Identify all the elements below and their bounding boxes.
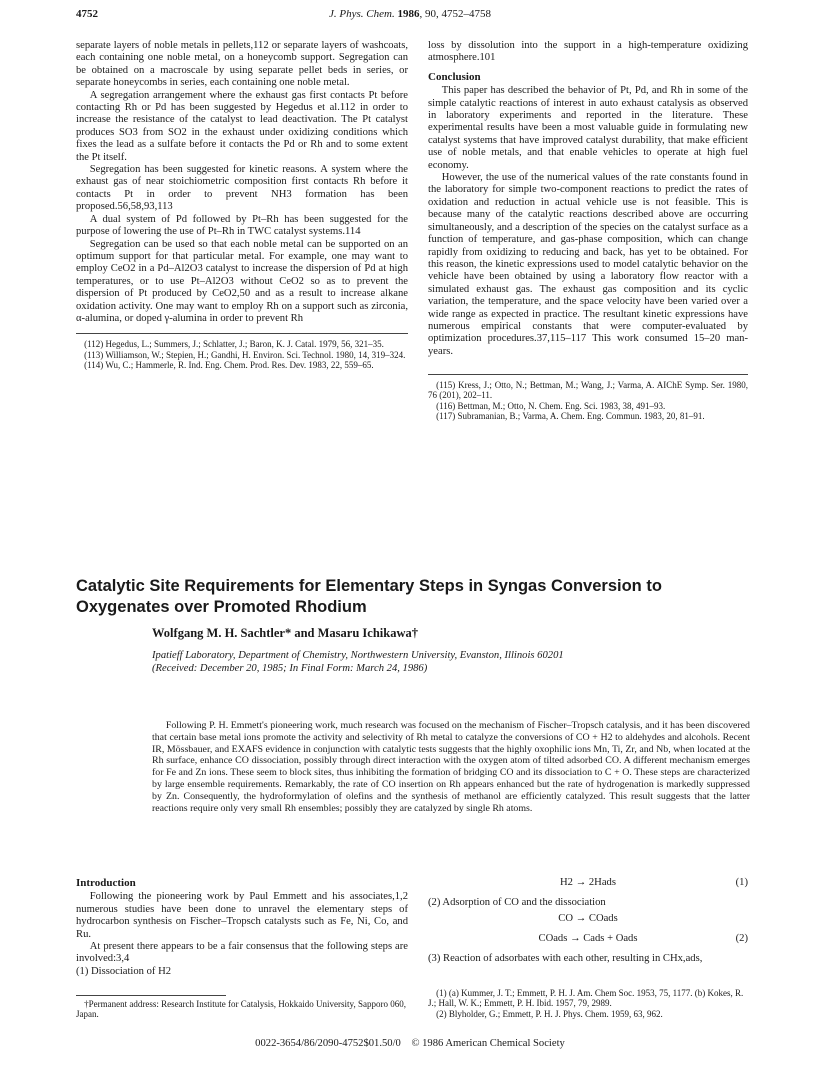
journal-citation: , 90, 4752–4758 (419, 8, 491, 20)
left-reference-rule (76, 333, 408, 334)
author-footnote (76, 999, 408, 1020)
intro-references (428, 988, 748, 1019)
affiliation-text: Ipatieff Laboratory, Department of Chemistry, Northwestern University, Evanston, Illinois 60201 (152, 650, 564, 661)
equation-2b (428, 933, 748, 947)
reference-112: (112) Hegedus, L.; Summers, J.; Schlatter, J.; Baron, K. J. Catal. 1979, 56, 321–35. (84, 339, 384, 350)
left-paragraph-3: Segregation has been suggested for kinetic reasons. A system where the exhaust gas of near stoichiometric composition first contacts Rh before it contacts Pt in order to prevent NH3 formation has been proposed.56,58,93,113 (76, 164, 408, 213)
equation-2-number: (2) (735, 933, 748, 945)
left-paragraph-4: A dual system of Pd followed by Pt–Rh has been suggested for the purpose of lowering the use of Pt–Rh in TWC catalyst systems.114 (76, 213, 408, 238)
reference-117: (117) Subramanian, B.; Varma, A. Chem. Eng. Commun. 1983, 20, 81–91. (436, 411, 705, 422)
received-dates: (Received: December 20, 1985; In Final Form: March 24, 1986) (152, 662, 428, 674)
equation-2b-formula: COads → Cads + Oads (538, 933, 638, 945)
reference-113: (113) Williamson, W.; Stepien, H.; Gandhi, H. Environ. Sci. Technol. 1980, 14, 319–324. (84, 349, 406, 360)
step-2-label: (2) Adsorption of CO and the dissociation (428, 897, 606, 908)
page-number: 4752 (76, 8, 98, 20)
mechanism-steps (428, 877, 748, 966)
left-paragraph-2: A segregation arrangement where the exhaust gas first contacts Pt before contacting Rh or Pd has been suggested by Hegedus et al.112 in order to increase the resistance of the catalyst to lead deactivation. The Pt catalyst produces SO3 from SO2 in the exhaust under oxidizing conditions which fixes the lead as a sulfate before it contacts the Pd or Rh and to some extent the Pt itself. (76, 89, 408, 163)
step-3-label: (3) Reaction of adsorbates with each other, resulting in CHx,ads, (428, 953, 703, 965)
introduction-heading: Introduction (76, 877, 136, 889)
footnote-rule (76, 995, 226, 996)
conclusion-heading: Conclusion (428, 70, 481, 83)
equation-1-number: (1) (735, 877, 748, 888)
equation-1 (428, 877, 748, 891)
right-references (428, 380, 748, 421)
left-paragraph-1: separate layers of noble metals in pellets,112 or separate layers of washcoats, each containing one noble metal, on a honeycomb support. Segregation can be obtained on a macroscale by using separate pellet beds in series, or separate honeycombs in series, each containing one noble metal. (76, 40, 408, 89)
left-paragraph-5: Segregation can be used so that each noble metal can be supported on an optimum support for that particular metal. For example, one may want to employ CeO2 in a Pd–Al2O3 catalyst to increase the dispersion of Pd at high temperatures, or to use Pt–Al2O3 without CeO2 so as to prevent the dispersion of Pt produced by CeO2,50 and as a result to increase alkane oxidation activity. One may want to employ Rh on a support such as zirconia, α-alumina, or doped γ-alumina in order to prevent Rh (76, 238, 408, 324)
conclusion-paragraph-2: However, the use of the numerical values of the rate constants found in the laboratory for simple two-component reactions to predict the rates of oxidation and reduction in actual vehicle use is not feasible. This is because many of the catalytic reactions described above are occurring simultaneously, and a description of the species on the catalyst surface as a function of temperature, and gas-phase composition, which can change rapidly from oxidizing to reducing and back, has yet to be obtained. For this reason, the kinetic expressions used to model catalytic behavior on the vehicle have been obtained by using a laboratory flow reactor with a simulated exhaust gas. The exhaust gas composition and its cyclic variation, the temperature, and the space velocity have been varied over a wide range as expected in practice. The resultant kinetic expressions have numerous empirical constants that were computer-evaluated by optimization procedures.37,115–117 This work consumed 15–20 man-years. (428, 172, 748, 357)
article-title: Catalytic Site Requirements for Elementary Steps in Syngas Conversion to Oxygenates over Promoted Rhodium (76, 577, 662, 616)
page-footer (0, 1038, 820, 1049)
left-references (76, 339, 408, 370)
left-column (76, 40, 408, 370)
article-abstract: Following P. H. Emmett's pioneering work, much research was focused on the mechanism of Fischer–Tropsch catalysis, and it has been discovered that certain base metal ions promote the activity and selectivity of Rh metal to catalyze the conversions of CO + H2 to aldehydes and alcohols. Recent IR, Mössbauer, and EXAFS evidence in conjunction with catalytic tests suggests that the highly oxophilic ions Mn, Ti, Zr, and Nb, when located at the Rh surface, enhance CO dissociation, possibly through direct interaction with the oxygen atom of tilted adsorbed CO. A different mechanism emerges for Fe and Zn ions. These seem to block sites, thus inhibiting the formation of bridging CO and its dissociation to C + O. These steps are characterized by large ensemble requirements. Remarkably, the rate of CO insertion on Rh appears enhanced but the rate of hydrogenation is markedly suppressed by Zn. Consequently, the hydroformylation of olefins and the synthesis of methanol are efficiently catalyzed. This result suggests that the latter reactions require only very small Rh ensembles; possibly they are catalyzed by single Rh atoms. (152, 720, 750, 814)
right-paragraph-0: loss by dissolution into the support in a high-temperature oxidizing atmosphere.101 (428, 40, 748, 64)
reference-114: (114) Wu, C.; Hammerle, R. Ind. Eng. Chem. Prod. Res. Dev. 1983, 22, 559–65. (84, 359, 374, 370)
running-header (0, 8, 820, 20)
equation-2a (428, 913, 748, 927)
introduction-paragraph-1: Following the pioneering work by Paul Emmett and his associates,1,2 numerous studies have been done to unravel the elementary steps of hydrocarbon synthesis on Fischer–Tropsch catalysts such as Fe, Ni, Co, and Ru. (76, 891, 408, 940)
right-column (428, 40, 748, 421)
introduction-section (76, 877, 408, 978)
permanent-address-note: †Permanent address: Research Institute for Catalysis, Hokkaido University, Sapporo 060, Japan. (76, 999, 406, 1020)
reference-115: (115) Kress, J.; Otto, N.; Bettman, M.; Wang, J.; Varma, A. AIChE Symp. Ser. 1980, 76 (201), 202–11. (428, 380, 748, 401)
article-affiliation (152, 650, 752, 675)
journal-year: 1986 (397, 8, 420, 20)
equation-1-formula: H2 → 2Hads (560, 877, 616, 888)
reference-116: (116) Bettman, M.; Otto, N. Chem. Eng. Sci. 1983, 38, 491–93. (436, 400, 666, 411)
reference-2: (2) Blyholder, G.; Emmett, P. H. J. Phys. Chem. 1959, 63, 962. (436, 1008, 663, 1019)
article-authors: Wolfgang M. H. Sachtler* and Masaru Ichikawa† (152, 626, 418, 640)
conclusion-paragraph-1: This paper has described the behavior of Pt, Pd, and Rh in some of the simple catalytic reactions of interest in auto exhaust catalysis as observed in laboratory experiments and reported in the literature. These experimental results have been a most valuable guide in formulating new catalyst systems that have improved catalyst durability, that make efficient use of noble metals, and that enable vehicles to operate at high fuel economy. (428, 85, 748, 171)
introduction-paragraph-2: At present there appears to be a fair consensus that the following steps are involved:3,4 (76, 941, 408, 965)
copyright: © 1986 American Chemical Society (411, 1038, 565, 1049)
step-1-label: (1) Dissociation of H2 (76, 965, 172, 977)
right-reference-rule (428, 374, 748, 375)
equation-2a-formula: CO → COads (558, 913, 618, 925)
reference-1: (1) (a) Kummer, J. T.; Emmett, P. H. J. Am. Chem Soc. 1953, 75, 1177. (b) Kokes, R. J.; Hall, W. K.; Emmett, P. H. Ibid. 1957, 79, 2989. (428, 988, 744, 1009)
journal-name: J. Phys. Chem. (329, 8, 395, 20)
article-code: 0022-3654/86/2090-4752$01.50/0 (255, 1038, 401, 1049)
